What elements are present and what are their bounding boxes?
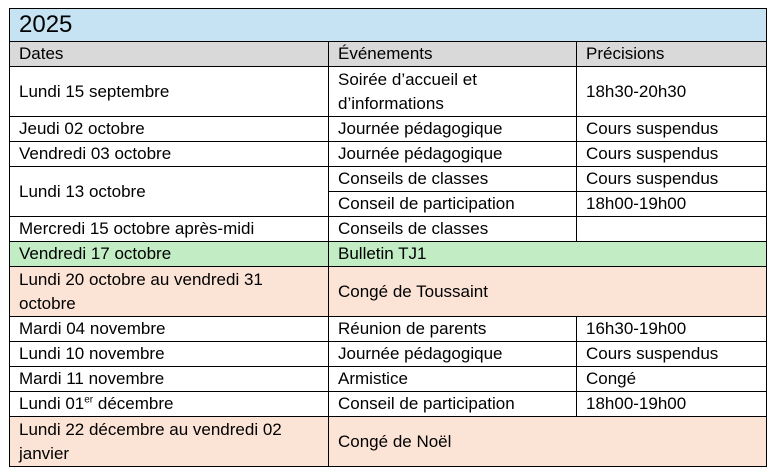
event-cell: Bulletin TJ1 [329,242,767,267]
title-row [10,9,767,42]
date-cell: Jeudi 02 octobre [10,117,329,142]
date-cell: Mercredi 15 octobre après-midi [10,217,329,242]
table-title: 2025 [10,9,767,42]
event-cell: Armistice [329,367,577,392]
date-cell: Lundi 22 décembre au vendredi 02 janvier [10,417,329,467]
table-row [10,242,767,267]
event-cell: Congé de Noël [329,417,767,467]
detail-cell: Cours suspendus [577,342,767,367]
header-row [10,42,767,67]
date-cell: Lundi 10 novembre [10,342,329,367]
detail-cell [577,217,767,242]
date-cell: Lundi 13 octobre [10,167,329,217]
date-text-end: décembre [93,394,174,413]
detail-cell: 18h00-19h00 [577,192,767,217]
header-events: Événements [329,42,577,67]
table-row [10,367,767,392]
date-cell [10,392,329,417]
event-cell: Journée pédagogique [329,142,577,167]
header-details: Précisions [577,42,767,67]
ordinal-suffix: er [84,394,94,406]
detail-cell: Cours suspendus [577,167,767,192]
event-cell: Soirée d’accueil et d’informations [329,67,577,117]
header-dates: Dates [10,42,329,67]
detail-cell: 18h30-20h30 [577,67,767,117]
table-row [10,167,767,192]
detail-cell: Cours suspendus [577,117,767,142]
table-row [10,417,767,467]
event-cell: Conseil de participation [329,392,577,417]
event-cell: Conseil de participation [329,192,577,217]
table-row [10,342,767,367]
table-row [10,392,767,417]
table-row [10,67,767,117]
table-row [10,117,767,142]
date-cell: Mardi 04 novembre [10,317,329,342]
table-row [10,317,767,342]
event-cell: Réunion de parents [329,317,577,342]
event-cell: Journée pédagogique [329,117,577,142]
detail-cell: 16h30-19h00 [577,317,767,342]
date-cell: Mardi 11 novembre [10,367,329,392]
event-cell: Journée pédagogique [329,342,577,367]
table-row [10,267,767,317]
school-calendar-table [9,8,767,467]
detail-cell: 18h00-19h00 [577,392,767,417]
detail-cell: Cours suspendus [577,142,767,167]
event-cell: Conseils de classes [329,167,577,192]
detail-cell: Congé [577,367,767,392]
event-cell: Conseils de classes [329,217,577,242]
table-row [10,217,767,242]
event-cell: Congé de Toussaint [329,267,767,317]
date-cell: Vendredi 17 octobre [10,242,329,267]
date-cell: Lundi 20 octobre au vendredi 31 octobre [10,267,329,317]
date-text: Lundi 01 [19,394,85,413]
date-cell: Lundi 15 septembre [10,67,329,117]
table-row [10,142,767,167]
date-cell: Vendredi 03 octobre [10,142,329,167]
